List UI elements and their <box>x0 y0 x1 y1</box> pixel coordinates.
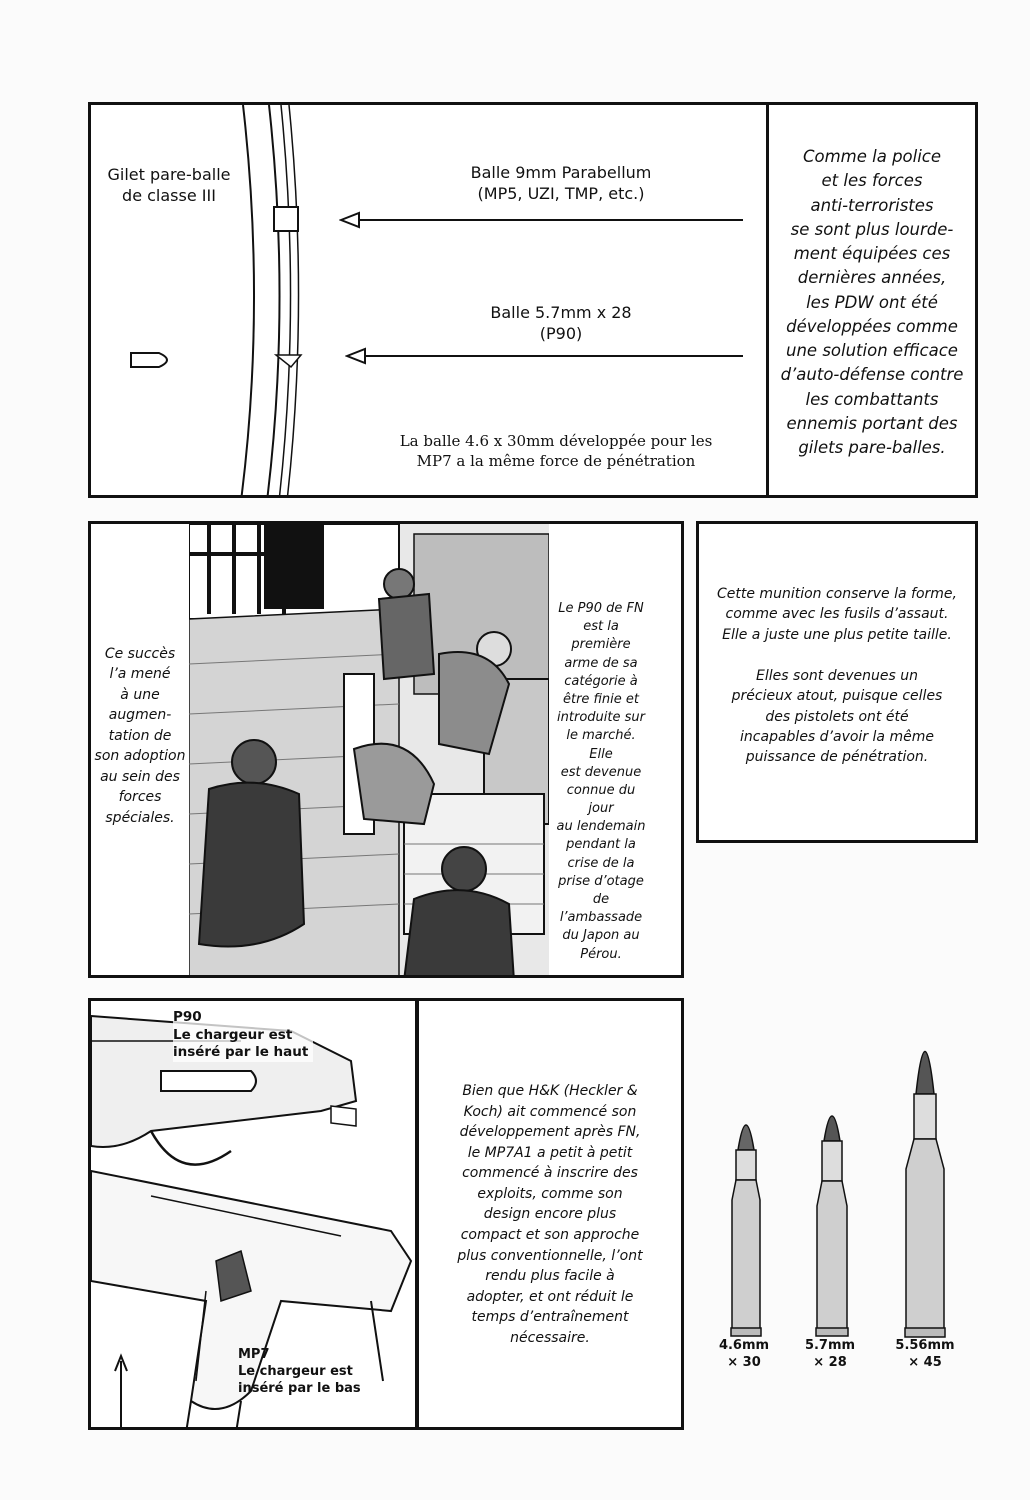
panel-mp7-narration <box>416 998 684 1430</box>
cartridge-length: × 45 <box>908 1354 942 1370</box>
ammo-asset-text: Elles sont devenues un précieux atout, puisque celles des pistolets ont été incapables d’avoir la même puissance de pénétration. <box>731 668 943 766</box>
cartridge-length: × 28 <box>813 1354 847 1370</box>
pdw-narration-text: Comme la police et les forces anti-terroristes se sont plus lourde- ment équipées ces dernières années, les PDW ont été développées comme une solution efficace d’auto-défense contre les combattants ennemis portant des gilets pare-balles. <box>780 147 964 457</box>
mp7-caption: MP7 Le chargeur est inséré par le bas <box>238 1347 361 1396</box>
cartridge-caption <box>890 1338 960 1372</box>
cartridge-caliber: 4.6mm <box>718 1338 770 1353</box>
panel-vest-diagram <box>88 102 769 498</box>
p90-caption: P90 Le chargeur est inséré par le haut <box>173 1009 313 1062</box>
label-57mm: Balle 5.7mm x 28 (P90) <box>490 303 632 343</box>
trajectory-line-9mm <box>353 219 743 221</box>
adoption-text: Ce succès l’a mené à une augmen- tation de son adoption au sein des forces spéciales. <box>94 646 186 826</box>
assault-scene-illustration <box>189 524 549 978</box>
panel-weapons <box>88 998 418 1430</box>
panel-ammunition-narration <box>696 521 978 843</box>
p90-history-text: Le P90 de FN est la première arme de sa catégorie à être finie et introduite sur le marché. Elle est devenue connue du jour au lendemain pendant la crise de la prise d’otage de l’ambassade du Japon au Pérou. <box>556 601 646 962</box>
cartridge-caliber: 5.56mm <box>895 1338 955 1353</box>
vest-label: Gilet pare-balle de classe III <box>107 165 231 205</box>
cartridge-5-7mm-icon <box>812 1096 852 1340</box>
cartridge-caption <box>800 1338 860 1372</box>
cartridge-5-56mm-icon <box>900 1014 950 1340</box>
cartridge-comparison <box>696 1000 996 1400</box>
cartridge-length: × 30 <box>727 1354 761 1370</box>
arrow-head-9mm <box>339 211 361 229</box>
panel-embassy-assault <box>88 521 684 978</box>
arrow-head-57mm <box>345 347 367 365</box>
cartridge-4-6mm-icon <box>726 1100 766 1340</box>
cartridge-caption <box>714 1338 774 1372</box>
panel-pdw-narration <box>766 102 978 498</box>
trajectory-line-57mm <box>359 355 743 357</box>
mp7-narration-text: Bien que H&K (Heckler & Koch) ait commencé son développement après FN, le MP7A1 a petit à petit commencé à inscrire des exploits, comme son design encore plus compact et son approche plus conventionnelle, l’ont rendu plus facile à adopter, et ont réduit le temps d’entraînement nécessaire. <box>457 1083 643 1346</box>
ammo-shape-text: Cette munition conserve la forme, comme avec les fusils d’assaut. Elle a juste une plus petite taille. <box>717 586 957 643</box>
cartridge-caliber: 5.7mm <box>804 1338 856 1353</box>
note-46mm: La balle 4.6 x 30mm développée pour les MP7 a la même force de pénétration <box>399 432 713 470</box>
label-9mm: Balle 9mm Parabellum (MP5, UZI, TMP, etc.) <box>470 163 652 203</box>
bullet-icon <box>129 350 179 370</box>
